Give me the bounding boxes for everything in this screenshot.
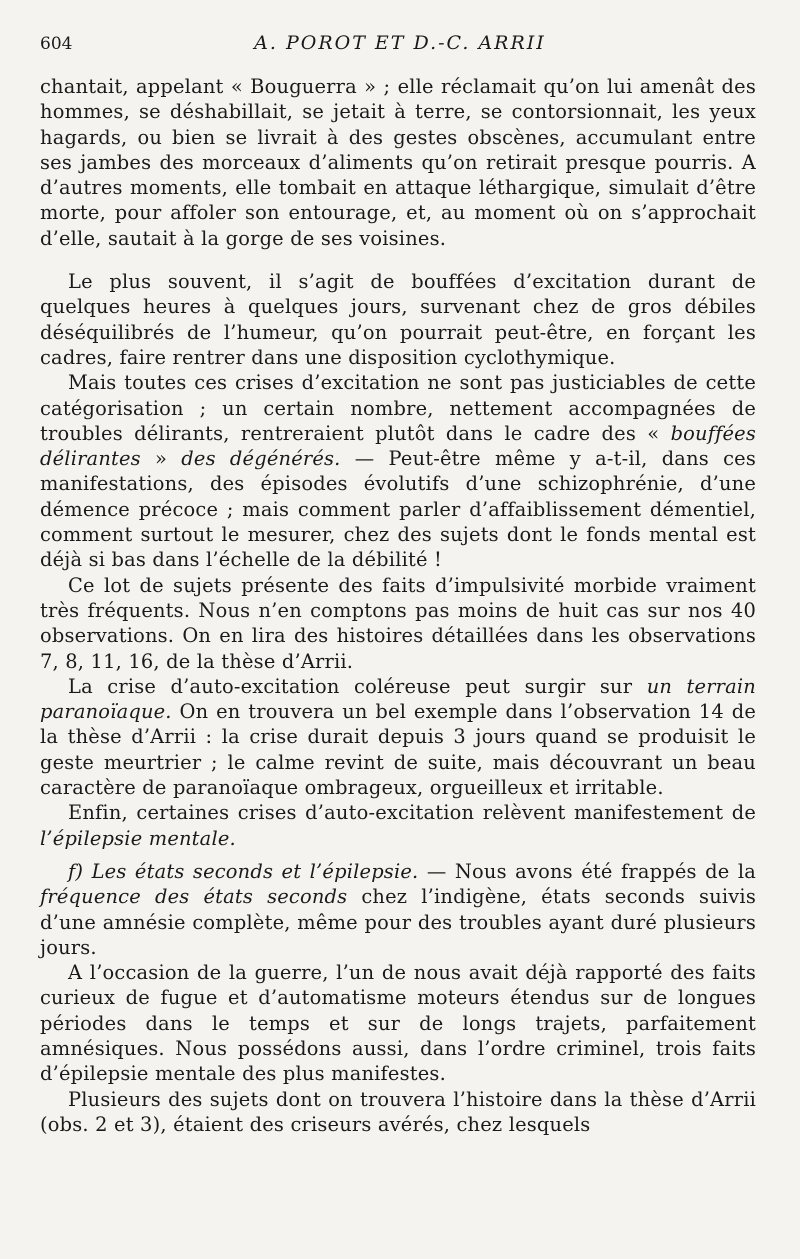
text-segment: A l’occasion de la guerre, l’un de nous avait déjà rapporté des faits curieux de fugue et d’automatisme moteurs étendus sur de longues périodes dans le temps et sur de longs trajets, parfaitement amnésiques. Nous possédons aussi, dans l’ordre criminel, trois faits d’épilepsie mentale des plus manifestes. <box>40 961 756 1086</box>
text-segment: On en trouvera un bel exemple dans l’observation 14 de la thèse d’Arrii : la crise durait depuis 3 jours quand se produisit le geste meurtrier ; le calme revint de suite, mais découvrant un beau caractère de paranoïaque ombrageux, orgueilleux et irritable. <box>40 700 756 800</box>
text-segment: La crise d’auto-excitation coléreuse peut surgir sur <box>68 674 647 698</box>
text-segment: Ce lot de sujets présente des faits d’impulsivité morbide vraiment très fréquents. Nous n’en comptons pas moins de huit cas sur nos 40 observations. On en lira des histoires détaillées dans les observations 7, 8, 11, 16, de la thèse d’Arrii. <box>40 573 756 673</box>
text-segment: Le plus souvent, il s’agit de bouffées d’excitation durant de quelques heures à quelques jours, survenant chez de gros débiles déséquilibrés de l’humeur, qu’on pourrait peut-être, en forçant les cadres, faire rentrer dans une disposition cyclothymique. <box>40 270 756 369</box>
page-number: 604 <box>40 34 73 54</box>
italic-text-segment: bouffées délirantes <box>40 421 756 471</box>
italic-text-segment: des dégénérés. <box>181 447 341 471</box>
running-title: A. POROT ET D.-C. ARRII <box>254 32 546 54</box>
text-segment: Plusieurs des sujets dont on trouvera l’histoire dans la thèse d’Arrii (obs. 2 et 3), étaient des criseurs avérés, chez lesquels <box>40 1087 756 1136</box>
paragraph-6 <box>40 800 756 851</box>
paragraph-4 <box>40 573 756 674</box>
italic-text-segment: l’épilepsie mentale. <box>40 826 236 850</box>
section-f-paragraph <box>40 859 756 960</box>
text-segment: Mais toutes ces crises d’excitation ne sont pas justiciables de cette catégorisation ; un certain nombre, nettement accompagnées de troubles délirants, rentreraient plutôt dans le cadre des « <box>40 371 756 445</box>
paragraph-8 <box>40 960 756 1086</box>
italic-text-segment: fréquence des états seconds <box>40 885 348 909</box>
italic-text-segment: f) Les états seconds et l’épilepsie. <box>68 859 419 883</box>
paragraph-1 <box>40 74 756 251</box>
paragraph-3 <box>40 370 756 572</box>
text-segment: chantait, appelant « Bouguerra » ; elle réclamait qu’on lui amenât des hommes, se déshabillait, se jetait à terre, se contorsionnait, les yeux hagards, ou bien se livrait à des gestes obscènes, accumulant entre ses jambes des morceaux d’aliments qu’on retirait presque pourris. A d’autres moments, elle tombait en attaque léthargique, simulait d’être morte, pour affoler son entourage, et, au moment où on s’approchait d’elle, sautait à la gorge de ses voisines. <box>40 75 756 250</box>
text-segment: » <box>140 447 182 471</box>
paragraph-2 <box>40 269 756 370</box>
text-segment: — Nous avons été frappés de la <box>418 859 756 883</box>
text-segment: — Peut-être même y a-t-il, dans ces manifestations, des épisodes évolutifs d’une schizophrénie, d’une démence précoce ; mais comment parler d’affaiblissement démentiel, comment surtout le mesurer, chez des sujets dont le fonds mental est déjà si bas dans l’échelle de la débilité ! <box>40 447 756 572</box>
text-segment: chez l’indigène, états seconds suivis d’une amnésie complète, même pour des troubles ayant duré plusieurs jours. <box>40 885 756 959</box>
body-text <box>40 74 756 1137</box>
text-segment: Enfin, certaines crises d’auto-excitation relèvent manifestement de <box>68 801 756 825</box>
paragraph-9 <box>40 1087 756 1138</box>
italic-text-segment: un terrain paranoïaque. <box>40 674 756 724</box>
page-header <box>40 28 760 58</box>
paragraph-5 <box>40 674 756 800</box>
